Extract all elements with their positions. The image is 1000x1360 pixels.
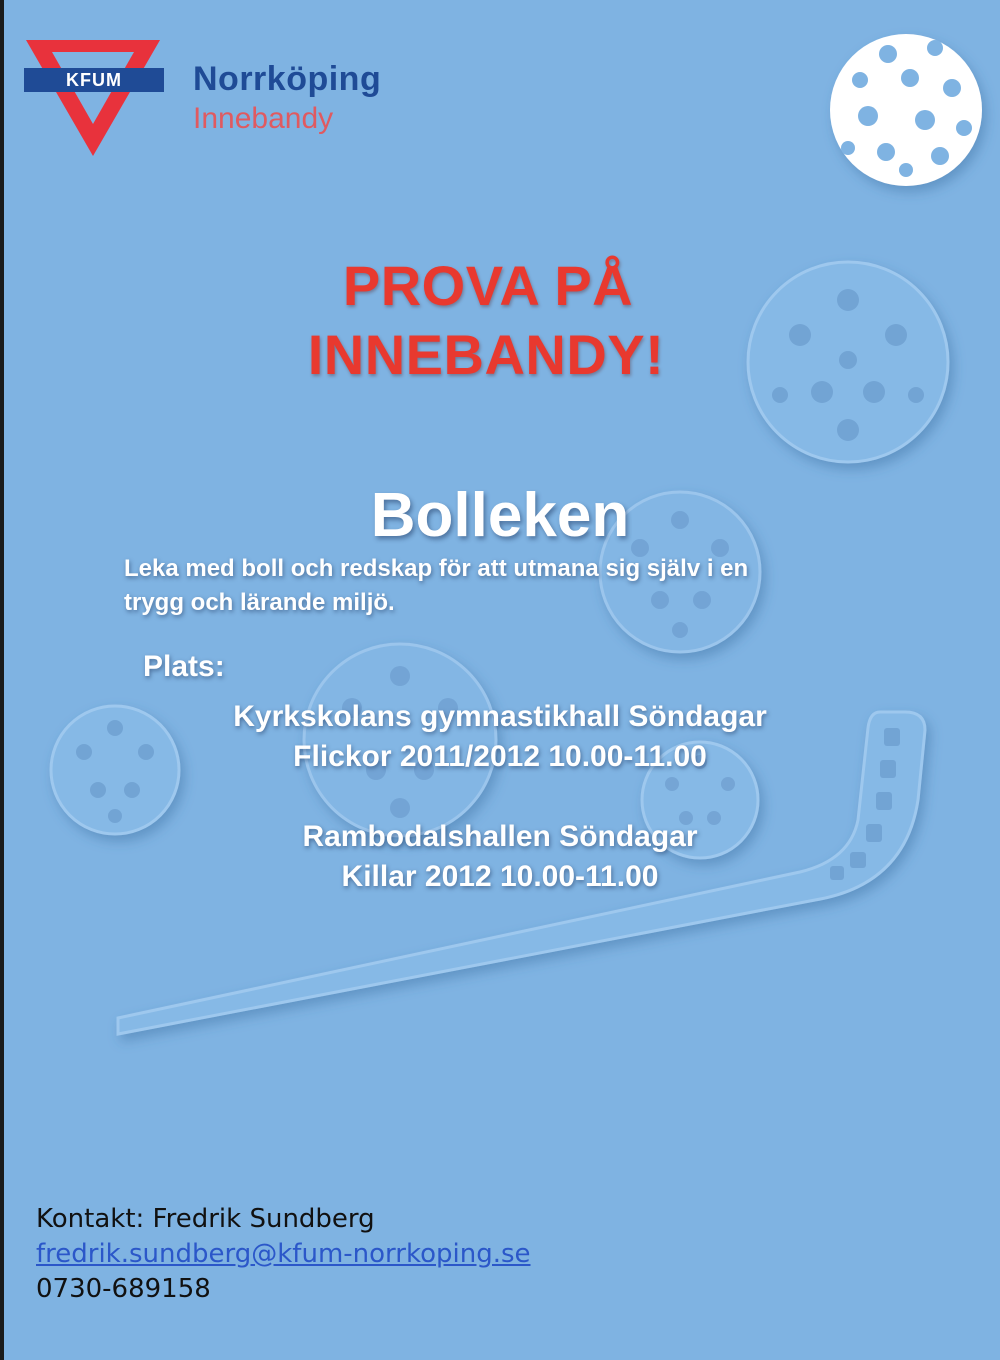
venue-1-line-1: Kyrkskolans gymnastikhall Söndagar bbox=[233, 700, 767, 733]
venue-2-line-1: Rambodalshallen Söndagar bbox=[302, 820, 698, 853]
logo-text: KFUM bbox=[66, 70, 122, 90]
kfum-logo bbox=[22, 38, 167, 160]
headline-line-2: INNEBANDY! bbox=[307, 323, 665, 386]
contact-phone: 0730-689158 bbox=[36, 1274, 211, 1304]
headline-line-1: PROVA PÅ bbox=[342, 254, 634, 317]
section-title: Bolleken bbox=[370, 481, 630, 550]
contact-name: Kontakt: Fredrik Sundberg bbox=[36, 1204, 375, 1234]
venue-1-line-2: Flickor 2011/2012 10.00-11.00 bbox=[293, 740, 707, 773]
contact-email-link[interactable]: fredrik.sundberg@kfum-norrkoping.se bbox=[36, 1239, 531, 1269]
venue-2-line-2: Killar 2012 10.00-11.00 bbox=[341, 860, 659, 893]
club-sport: Innebandy bbox=[193, 102, 334, 135]
floorball-icon bbox=[830, 34, 982, 186]
description-line-1: Leka med boll och redskap för att utmana sig själv i en bbox=[124, 555, 749, 582]
section-description bbox=[124, 552, 844, 620]
club-name: Norrköping bbox=[193, 60, 382, 98]
description-line-2: trygg och lärande miljö. bbox=[124, 589, 395, 616]
location-label: Plats: bbox=[143, 650, 225, 683]
